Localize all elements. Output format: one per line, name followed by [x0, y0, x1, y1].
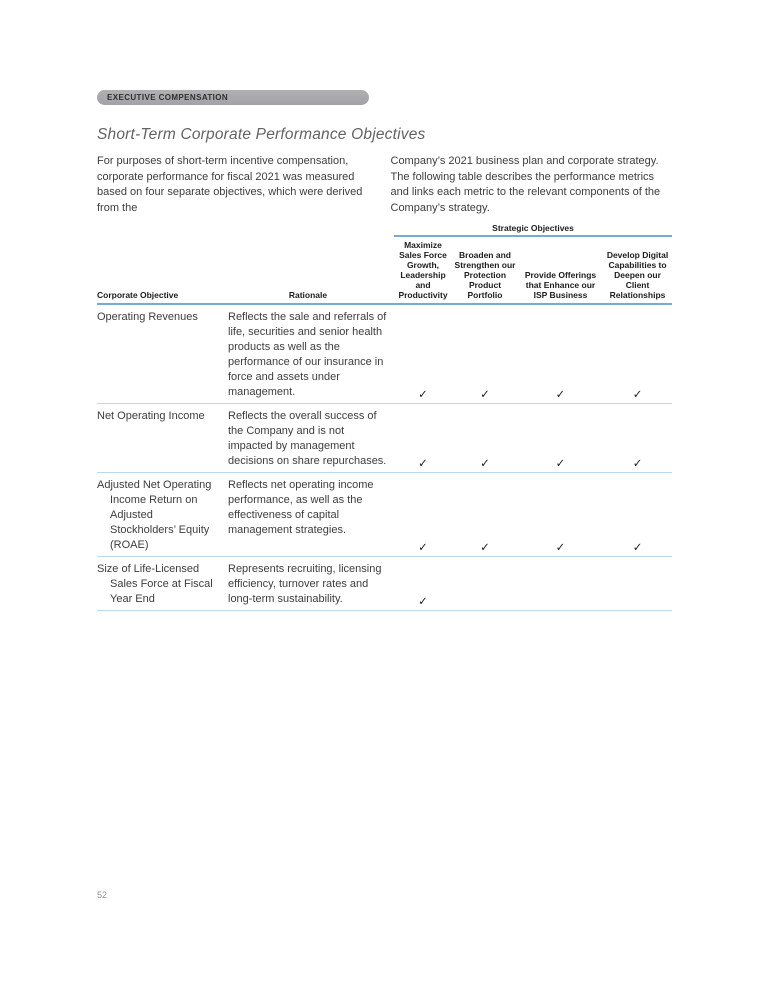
rationale-cell: Reflects the sale and referrals of life, securities and senior health products as well as the performance of our insurance in force and assets under management.	[228, 311, 387, 398]
intro-paragraph-left: For purposes of short-term incentive compensation, corporate performance for fiscal 2021 was measured based on four separate objectives, which were derived from the	[97, 155, 363, 214]
check-icon: ✓	[632, 389, 643, 401]
table-group-header-row	[97, 223, 672, 236]
check-icon: ✓	[555, 389, 566, 401]
objective-cell: Operating Revenues	[97, 311, 198, 323]
check-icon: ✓	[632, 542, 643, 554]
col-header-rationale: Rationale	[222, 236, 394, 304]
objective-cell: Net Operating Income	[97, 410, 205, 422]
table-col-header-row	[97, 236, 672, 304]
check-icon: ✓	[418, 596, 428, 608]
rationale-cell: Reflects the overall success of the Company and is not impacted by management decisions on share repurchases.	[228, 410, 387, 467]
col-header-strategic-1: Maximize Sales Force Growth, Leadership and Productivity	[394, 236, 452, 304]
col-header-strategic-3: Provide Offerings that Enhance our ISP Business	[518, 236, 603, 304]
intro-paragraph-right: Company’s 2021 business plan and corporate strategy. The following table describes the performance metrics and links each metric to the relevant components of the Company’s strategy.	[390, 155, 661, 214]
check-icon: ✓	[632, 458, 643, 470]
page-number: 52	[97, 890, 108, 900]
rationale-cell: Reflects net operating income performance, as well as the effectiveness of capital management strategies.	[228, 479, 374, 536]
check-icon: ✓	[480, 389, 490, 401]
check-empty-cell	[603, 557, 672, 611]
table-row	[97, 557, 672, 611]
check-icon: ✓	[555, 458, 566, 470]
check-empty-cell	[452, 557, 518, 611]
objective-cell: Adjusted Net Operating Income Return on Adjusted Stockholders’ Equity (ROAE)	[97, 479, 212, 551]
check-icon: ✓	[418, 389, 428, 401]
rationale-cell: Represents recruiting, licensing efficiency, turnover rates and long-term sustainability.	[228, 563, 382, 605]
objective-cell: Size of Life-Licensed Sales Force at Fiscal Year End	[97, 563, 213, 605]
table-row	[97, 473, 672, 557]
col-header-strategic-4: Develop Digital Capabilities to Deepen our Client Relationships	[603, 236, 672, 304]
check-icon: ✓	[418, 458, 428, 470]
check-icon: ✓	[480, 458, 490, 470]
col-header-corporate-objective: Corporate Objective	[97, 236, 222, 304]
page-content	[97, 90, 672, 611]
check-icon: ✓	[480, 542, 490, 554]
group-header-spacer	[97, 223, 394, 236]
section-badge	[97, 90, 369, 105]
page-title: Short-Term Corporate Performance Objectives	[97, 126, 426, 143]
intro-paragraphs	[97, 154, 672, 216]
table-body	[97, 304, 672, 611]
strategic-objectives-table	[97, 223, 672, 611]
group-header-strategic-objectives: Strategic Objectives	[394, 223, 672, 236]
section-badge-label: EXECUTIVE COMPENSATION	[107, 93, 229, 102]
col-header-strategic-2: Broaden and Strengthen our Protection Product Portfolio	[452, 236, 518, 304]
check-icon: ✓	[418, 542, 428, 554]
table-row	[97, 304, 672, 404]
check-icon: ✓	[555, 542, 566, 554]
table-row	[97, 404, 672, 473]
check-empty-cell	[518, 557, 603, 611]
